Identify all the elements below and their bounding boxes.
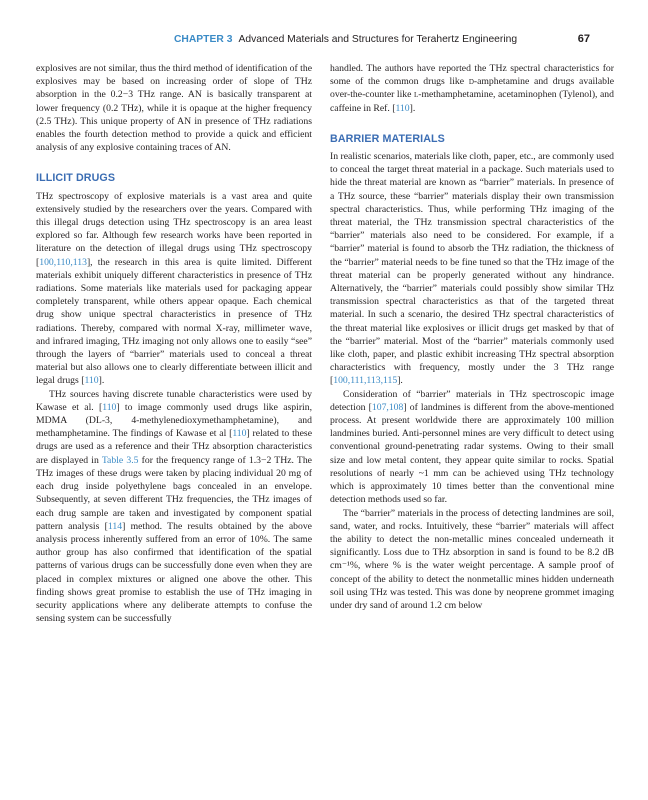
chapter-title: Advanced Materials and Structures for Terahertz Engineering <box>238 34 518 45</box>
right-column <box>330 62 614 612</box>
chapter-label: CHAPTER <box>174 34 224 45</box>
running-header <box>174 33 590 45</box>
paragraph-kawase: THz sources having discrete tunable characteristics were used by Kawase et al. [110] to image commonly used drugs like aspirin, MDMA (DL-3, 4-methylenedioxymethamphetamine), and methamphetamine. The findings of Kawase et al [110] related to these drugs are used as a reference and their THz absorption characteristics are displayed in Table 3.5 for the frequency range of 1.3−2 THz. The THz images of these drugs were taken by placing individual 20 mg of each drug inside polyethylene bags concealed in an envelope. Subsequently, at seven different THz frequencies, the THz images of each drug sample are taken and investigated by component spatial pattern analysis [114] method. The results obtained by the above analysis process inherently suffered from an error of 10%. The same author group has also confirmed that identification of the spatial patterns of various drugs can be successfully done even when they are placed in complex mixtures or aligned one above the other. This finding shows great promise to establish the use of THz imaging in security applications where any deliberate attempts to confuse the sensing system can be successfully <box>36 388 313 625</box>
section-heading-illicit-drugs: ILLICIT DRUGS <box>36 172 116 185</box>
section-heading-barrier-materials: BARRIER MATERIALS <box>330 132 445 145</box>
citation-link[interactable]: 100,111,113,115 <box>333 375 398 387</box>
citation-link[interactable]: 114 <box>107 520 123 532</box>
paragraph-landmines: Consideration of “barrier” materials in THz spectroscopic image detection [107,108] of landmines is different from the above-mentioned process. At present worldwide there are approximately 100 million landmines buried. Anti-personnel mines are very difficult to detect using conventional ground-penetrating radar systems. Owing to their small size and low metal content, they appear quite similar to rocks. Spatial resolutions of nearly ~1 mm can be achieved using THz technology which is approximately 10 times better than the conventional mine detection methods used so far. <box>330 388 614 506</box>
citation-link[interactable]: 110 <box>395 102 410 114</box>
paragraph-explosives-end: explosives are not similar, thus the third method of identification of the explosives may be based on increasing order of slope of THz absorption in the 0.2−3 THz range. AN is basically transparent at lower frequency (0.2 THz), while it is opaque at the higher frequency (2.5 THz). This unique property of AN in presence of THz radiations enables the fourth detection method to provide a quick and efficient analysis of any explosive containing traces of AN. <box>36 63 312 154</box>
citation-link[interactable]: 100,110,113 <box>39 256 87 268</box>
chapter-heading <box>174 34 517 45</box>
paragraph-barrier-intro: In realistic scenarios, materials like cloth, paper, etc., are commonly used to conceal the target threat material in a package. Such materials used to hide the threat material are known as “barrier” materials. In presence of a THz source, these “barrier” materials display their own transmission spectral characteristics. Thus, while performing THz imaging of the threat material, the THz transmission spectral characteristics of the “barrier” materials also need to be considered. For example, if a “barrier” material is found to absorb the THz radiation, the thickness of the “barrier” material needs to be fine tuned so that the THz image of the threat material can be properly generated without any hindrance. Alternatively, the “barrier” materials could possibly show similar THz transmission spectral characteristics as that of the targeted threat material. In such a scenario, the desired THz spectral characteristics of the threat material like explosives or illicit drugs get masked by that of the “barrier” material. Most of the “barrier” materials commonly used like cloth, paper, and plastic exhibit increasing THz spectral absorption characteristics with frequency, mostly under the 3 THz range [100,111,113,115]. <box>330 151 614 387</box>
citation-link[interactable]: 110 <box>102 401 117 413</box>
paragraph-barrier-landmines: The “barrier” materials in the process of detecting landmines are soil, sand, water, and rocks. Intuitively, these “barrier” materials will affect the ability to detect the non-metallic mines concealed underneath it significantly. Loss due to THz absorption in sand is found to be 8.2 dB cm⁻¹%, where % is the water weight percentage. A sample proof of concept of the ability to detect the nonmetallic mines hidden underneath soil using THz was tested. This was done by neoprene grommet imaging under dry sand of around 1.2 cm below <box>330 507 614 611</box>
chapter-number: 3 <box>226 34 233 45</box>
left-column <box>36 62 312 625</box>
page-number: 67 <box>577 33 590 45</box>
paragraph-drugs-continued: handled. The authors have reported the THz spectral characteristics for some of the common drugs like d-amphetamine and drugs available over-the-counter like l-methamphetamine, acetaminophen (Tylenol), and caffeine in Ref. [110]. <box>330 63 615 114</box>
citation-link[interactable]: 110 <box>232 428 247 440</box>
paragraph-illicit-drugs-intro: THz spectroscopy of explosive materials is a vast area and quite extensively studied by the researchers over the years. Compared with this illegal drugs detection using THz spectroscopy is an area least explored so far. Although few research works have been reported in literature on the detection of illegal drugs using THz spectroscopy [100,110,113], the research in this area is quite limited. Different materials exhibit uniquely different characteristics in presence of THz radiations. Some materials like materials used for packaging appear completely transparent, while others appear opaque. Each chemical drug show unique spectral characteristics in presence of THz radiations. Thereby, compared with normal X-ray, millimeter wave, and infrared imaging, THz imaging not only allows one to easily “see” through the layers of “barrier” materials used to conceal a threat material but also allows one to clearly differentiate between illicit and legal drugs [110]. <box>36 190 312 387</box>
citation-link[interactable]: 110 <box>84 375 99 387</box>
table-link[interactable]: Table 3.5 <box>101 454 139 466</box>
citation-link[interactable]: 107,108 <box>371 401 404 413</box>
